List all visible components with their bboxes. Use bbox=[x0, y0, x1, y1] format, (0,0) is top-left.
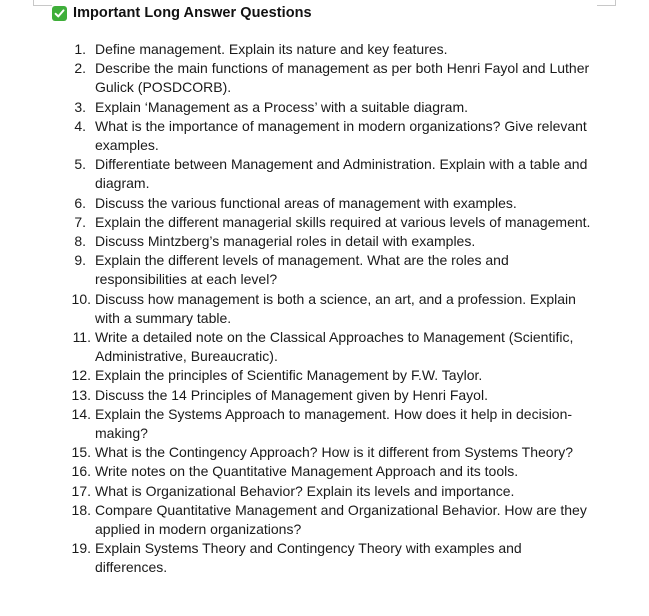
question-text: Explain the different managerial skills required at various levels of management. bbox=[95, 213, 591, 230]
question-item bbox=[0, 328, 649, 366]
question-number: 9. bbox=[74, 252, 86, 269]
question-text: Compare Quantitative Management and Organizational Behavior. How are they applied in modern organizations? bbox=[95, 501, 587, 538]
question-number: 6. bbox=[74, 194, 86, 211]
question-item bbox=[0, 194, 649, 213]
question-number: 19. bbox=[71, 540, 91, 557]
question-text: Explain ‘Management as a Process’ with a suitable diagram. bbox=[95, 98, 469, 115]
question-text: Define management. Explain its nature and key features. bbox=[95, 41, 448, 57]
question-text: What is the importance of management in modern organizations? Give relevant examples. bbox=[95, 117, 587, 154]
page-corner-mark-left bbox=[33, 0, 52, 6]
question-text: Discuss the various functional areas of management with examples. bbox=[95, 194, 517, 211]
question-item bbox=[0, 501, 649, 539]
question-item bbox=[0, 386, 649, 405]
question-number: 7. bbox=[74, 213, 86, 230]
question-text: Differentiate between Management and Administration. Explain with a table and diagram. bbox=[95, 156, 588, 192]
question-item bbox=[0, 443, 649, 462]
question-number: 11. bbox=[72, 329, 91, 346]
question-item bbox=[0, 366, 649, 385]
question-text: Describe the main functions of management as per both Henri Fayol and Luther Gulick (POSDCORB). bbox=[95, 60, 590, 96]
question-number: 14. bbox=[71, 405, 91, 422]
question-number: 18. bbox=[71, 501, 91, 518]
question-item bbox=[0, 59, 649, 97]
question-item bbox=[0, 405, 649, 443]
question-number: 1. bbox=[74, 41, 86, 57]
question-item bbox=[0, 155, 649, 193]
question-number: 16. bbox=[71, 463, 91, 480]
question-item bbox=[0, 232, 649, 251]
question-number: 10. bbox=[71, 290, 91, 307]
page-corner-mark-right bbox=[597, 0, 616, 6]
question-item bbox=[0, 40, 649, 59]
question-number: 3. bbox=[74, 98, 86, 115]
question-text: Discuss Mintzberg’s managerial roles in detail with examples. bbox=[95, 233, 476, 250]
question-number: 4. bbox=[74, 117, 86, 134]
question-item bbox=[0, 251, 649, 289]
question-text: Discuss the 14 Principles of Management given by Henri Fayol. bbox=[95, 386, 488, 403]
question-number: 8. bbox=[74, 233, 86, 250]
question-number: 2. bbox=[74, 60, 86, 77]
question-item bbox=[0, 290, 649, 328]
question-text: Explain Systems Theory and Contingency Theory with examples and differences. bbox=[95, 540, 522, 576]
section-heading bbox=[52, 3, 312, 23]
question-number: 15. bbox=[71, 444, 91, 461]
question-item bbox=[0, 98, 649, 117]
question-item bbox=[0, 539, 649, 577]
question-list bbox=[0, 40, 649, 578]
question-item bbox=[0, 462, 649, 481]
question-text: Explain the different levels of management. What are the roles and responsibilities at each level? bbox=[95, 252, 509, 288]
question-text: Explain the Systems Approach to management. How does it help in decision-making? bbox=[95, 405, 573, 442]
question-text: Write a detailed note on the Classical Approaches to Management (Scientific, Administrative, Bureaucratic). bbox=[95, 329, 574, 365]
question-item bbox=[0, 213, 649, 232]
question-number: 5. bbox=[74, 156, 86, 173]
question-item bbox=[0, 117, 649, 155]
question-number: 12. bbox=[71, 367, 91, 384]
question-text: Explain the principles of Scientific Management by F.W. Taylor. bbox=[95, 367, 483, 384]
question-text: What is the Contingency Approach? How is it different from Systems Theory? bbox=[95, 444, 574, 461]
question-text: Write notes on the Quantitative Management Approach and its tools. bbox=[95, 463, 519, 480]
section-heading-title: Important Long Answer Questions bbox=[73, 5, 312, 21]
question-number: 13. bbox=[71, 386, 91, 403]
question-text: Discuss how management is both a science, an art, and a profession. Explain with a summary table. bbox=[95, 290, 576, 326]
question-number: 17. bbox=[71, 482, 91, 499]
check-mark-icon bbox=[52, 6, 67, 21]
question-text: What is Organizational Behavior? Explain its levels and importance. bbox=[95, 482, 515, 499]
question-item bbox=[0, 482, 649, 501]
